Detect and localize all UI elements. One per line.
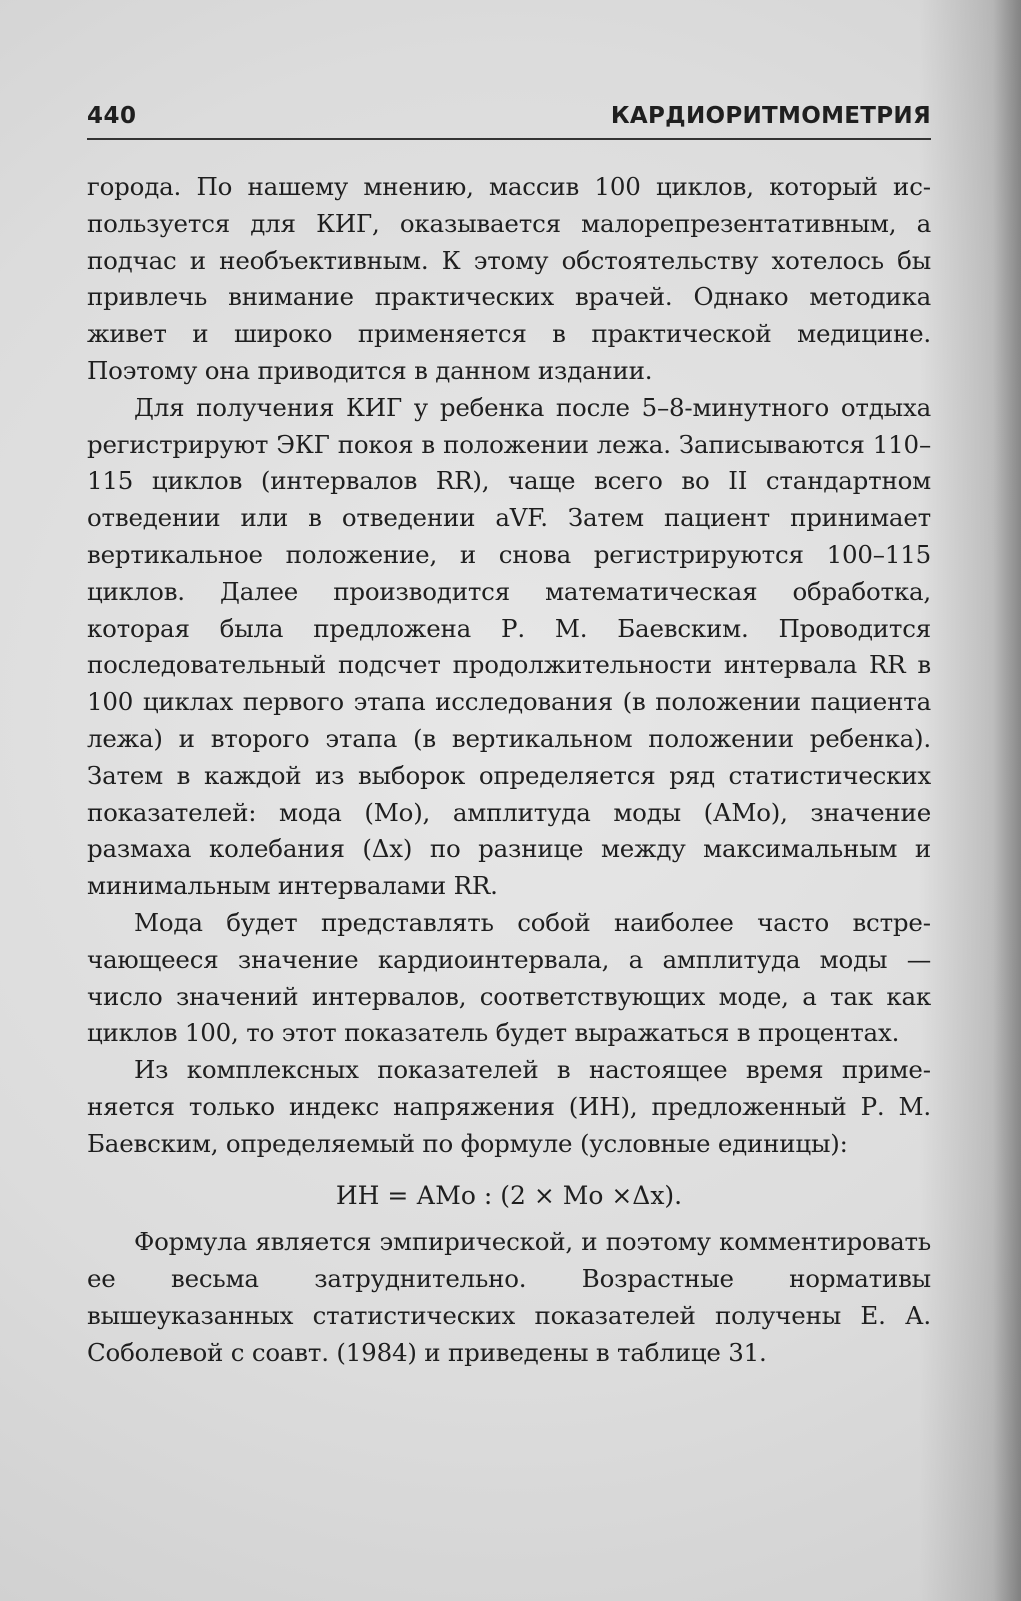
running-title: КАРДИОРИТМОМЕТРИЯ (610, 103, 931, 129)
paragraph-1: города. По нашему мнению, массив 100 циклов, который используется для КИГ, оказывается малорепрезентативным, а подчас и необъективным. К этому обстоятельству хотелось бы привлечь внимание практических врачей. Однако методика живет и широко применяется в практической медицине. Поэтому она приводится в данном издании. (87, 172, 931, 385)
formula: ИН = АМо : (2 × Мо ×Δх). (335, 1180, 683, 1210)
page-edge-shadow (993, 0, 1021, 1601)
page-header (87, 94, 931, 140)
paragraph-5: Формула является эмпирической, и поэтому комментировать ее весьма затруднительно. Возрастные нормативы вышеуказанных статистических показателей получены Е. А. Соболевой с соавт. (1984) и приведены в таблице 31. (87, 1227, 931, 1367)
paragraph-4: Из комплексных показателей в настоящее время применяется только индекс напряжения (ИН), предложенный Р. М. Баевским, определяемый по формуле (условные единицы): (87, 1055, 931, 1158)
paragraph-2: Для получения КИГ у ребенка после 5–8-минутного отдыха регистрируют ЭКГ покоя в положении лежа. Записываются 110–115 циклов (интервалов RR), чаще всего во II стандартном отведении или в отведении aVF. Затем пациент принимает вертикальное положение, и снова регистрируются 100–115 циклов. Далее производится математическая обработка, которая была предложена Р. М. Баевским. Проводится последовательный подсчет продолжительности интервала RR в 100 циклах первого этапа исследования (в положении пациента лежа) и второго этапа (в вертикальном положении ребенка). Затем в каждой из выборок определяется ряд статистических показателей: мода (Мо), амплитуда моды (АМо), значение размаха колебания (Δх) по разнице между максимальным и минимальным интервалами RR. (87, 392, 931, 901)
paragraph-3: Мода будет представлять собой наиболее часто встречающееся значение кардиоинтервала, а амплитуда моды — число значений интервалов, соответствующих моде, а так как циклов 100, то этот показатель будет выражаться в процентах. (87, 907, 931, 1048)
page-number: 440 (87, 103, 137, 129)
page-content (87, 169, 931, 1372)
